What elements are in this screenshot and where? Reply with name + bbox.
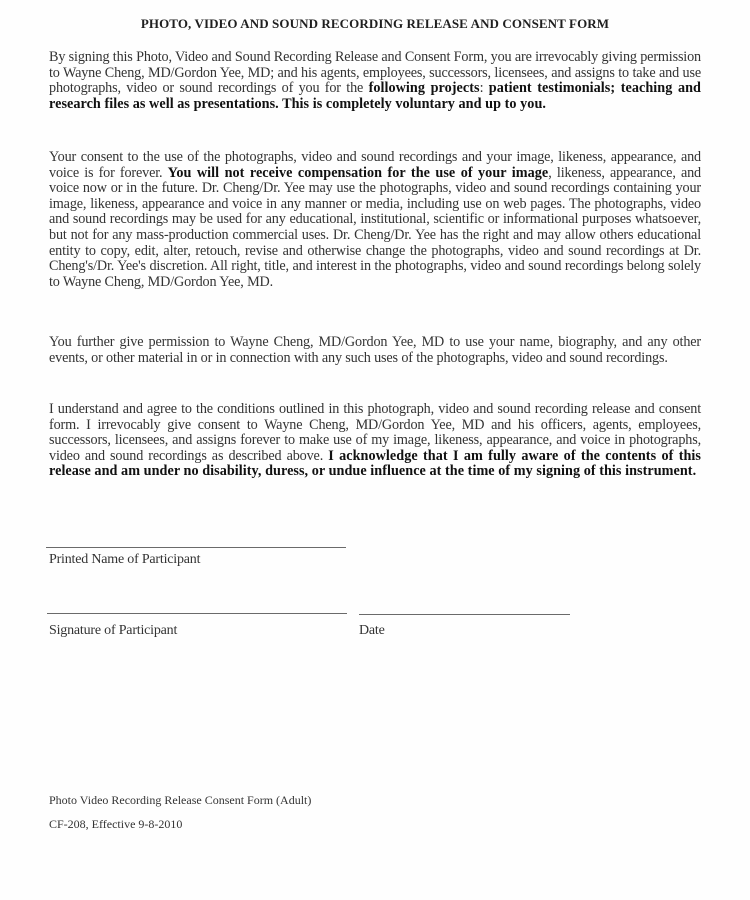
paragraph-acknowledgement <box>49 402 701 480</box>
paragraph-name-biography <box>49 335 701 366</box>
text-run: , likeness, appearance, and voice now or in the future. Dr. Cheng/Dr. Yee may use the photographs, video and sound recordings containing your image, likeness, appearance and voice in any manner or media, including use on web pages. The photographs, video and sound recordings may be used for any educational, institutional, scientific or informational purposes whatsoever, but not for any mass-production commercial uses. Dr. Cheng/Dr. Yee has the right and may allow others educational entity to copy, edit, alter, retouch, revise and otherwise change the photographs, video and sound recordings at Dr. Cheng's/Dr. Yee's discretion. All right, title, and interest in the photographs, video and sound recordings belong solely to Wayne Cheng, MD/Gordon Yee, MD. <box>49 164 701 290</box>
signature-label: Signature of Participant <box>49 623 178 638</box>
footer-form-code: CF-208, Effective 9-8-2010 <box>49 817 183 831</box>
bold-text-run: You will not receive compensation for the use of your image <box>167 164 549 181</box>
text-run: Your consent to the use of the photographs, video and sound recordings and your image, likeness, appearance, and voice is for forever. <box>49 149 701 181</box>
footer-form-name: Photo Video Recording Release Consent Form (Adult) <box>49 793 312 807</box>
text-run: : <box>479 80 489 97</box>
date-label: Date <box>359 623 385 638</box>
signature-line[interactable] <box>47 613 347 614</box>
date-line[interactable] <box>359 614 570 615</box>
document-title: PHOTO, VIDEO AND SOUND RECORDING RELEASE AND CONSENT FORM <box>140 16 610 31</box>
bold-text-run: following projects <box>368 80 480 97</box>
paragraph-consent-terms <box>49 150 701 290</box>
text-run: You further give permission to Wayne Cheng, MD/Gordon Yee, MD to use your name, biography, and any other events, or other material in or in connection with any such uses of the photographs, video and sound recordings. <box>49 334 701 366</box>
printed-name-line[interactable] <box>46 547 346 548</box>
bold-text-run: patient testimonials; teaching and research files as well as presentations. This is completely voluntary and up to you. <box>49 80 701 112</box>
bold-text-run: I acknowledge that I am fully aware of the contents of this release and am under no disability, duress, or undue influence at the time of my signing of this instrument. <box>49 447 701 480</box>
text-run: I understand and agree to the conditions outlined in this photograph, video and sound recording release and consent form. I irrevocably give consent to Wayne Cheng, MD/Gordon Yee, MD and his officers, agents, employees, successors, licensees, and assigns forever to make use of my image, likeness, appearance, and voice in photographs, video and sound recordings as described above. <box>49 401 701 464</box>
text-run: By signing this Photo, Video and Sound Recording Release and Consent Form, you are irrevocably giving permission to Wayne Cheng, MD/Gordon Yee, MD; and his agents, employees, successors, licensees, and assigns to take and use photographs, video or sound recordings of you for the <box>49 49 701 97</box>
paragraph-permission <box>49 50 701 112</box>
printed-name-label: Printed Name of Participant <box>49 552 201 567</box>
